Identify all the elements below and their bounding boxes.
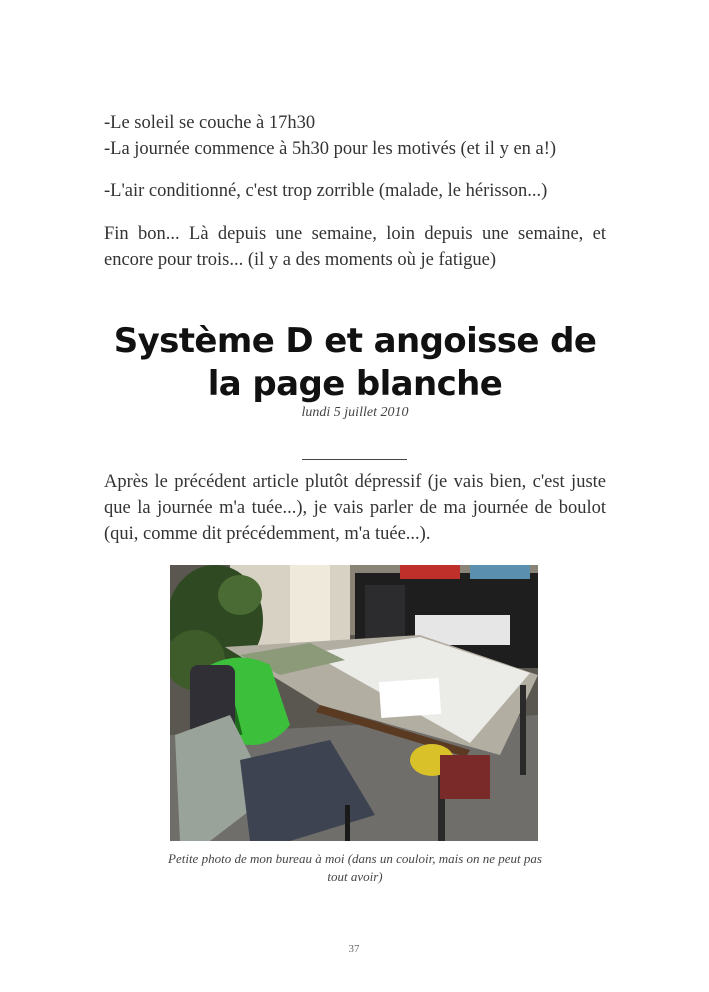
paragraph-duration: Fin bon... Là depuis une semaine, loin depuis une semaine, et encore pour trois... (il y a des moments où je fatigue) xyxy=(104,224,606,270)
list-line-sunset: -Le soleil se couche à 17h30 xyxy=(104,113,316,133)
paragraph-intro: Après le précédent article plutôt dépressif (je vais bien, c'est juste que la journée m'a tuée...), je vais parler de ma journée de boulot (qui, comme dit précédemment, m'a tuée...). xyxy=(104,472,606,544)
page-number: 37 xyxy=(348,943,360,955)
list-line-day-start: -La journée commence à 5h30 pour les motivés (et il y en a!) xyxy=(104,139,557,159)
photo-caption: Petite photo de mon bureau à moi (dans un couloir, mais on ne peut pas tout avoir) xyxy=(168,851,542,884)
list-line-air-conditioning: -L'air conditionné, c'est trop zorrible (malade, le hérisson...) xyxy=(104,181,548,201)
article-title: Système D et angoisse de la page blanche xyxy=(113,321,597,404)
article-date: lundi 5 juillet 2010 xyxy=(301,405,409,420)
office-desk-photo xyxy=(170,565,538,841)
separator-line xyxy=(302,459,407,460)
